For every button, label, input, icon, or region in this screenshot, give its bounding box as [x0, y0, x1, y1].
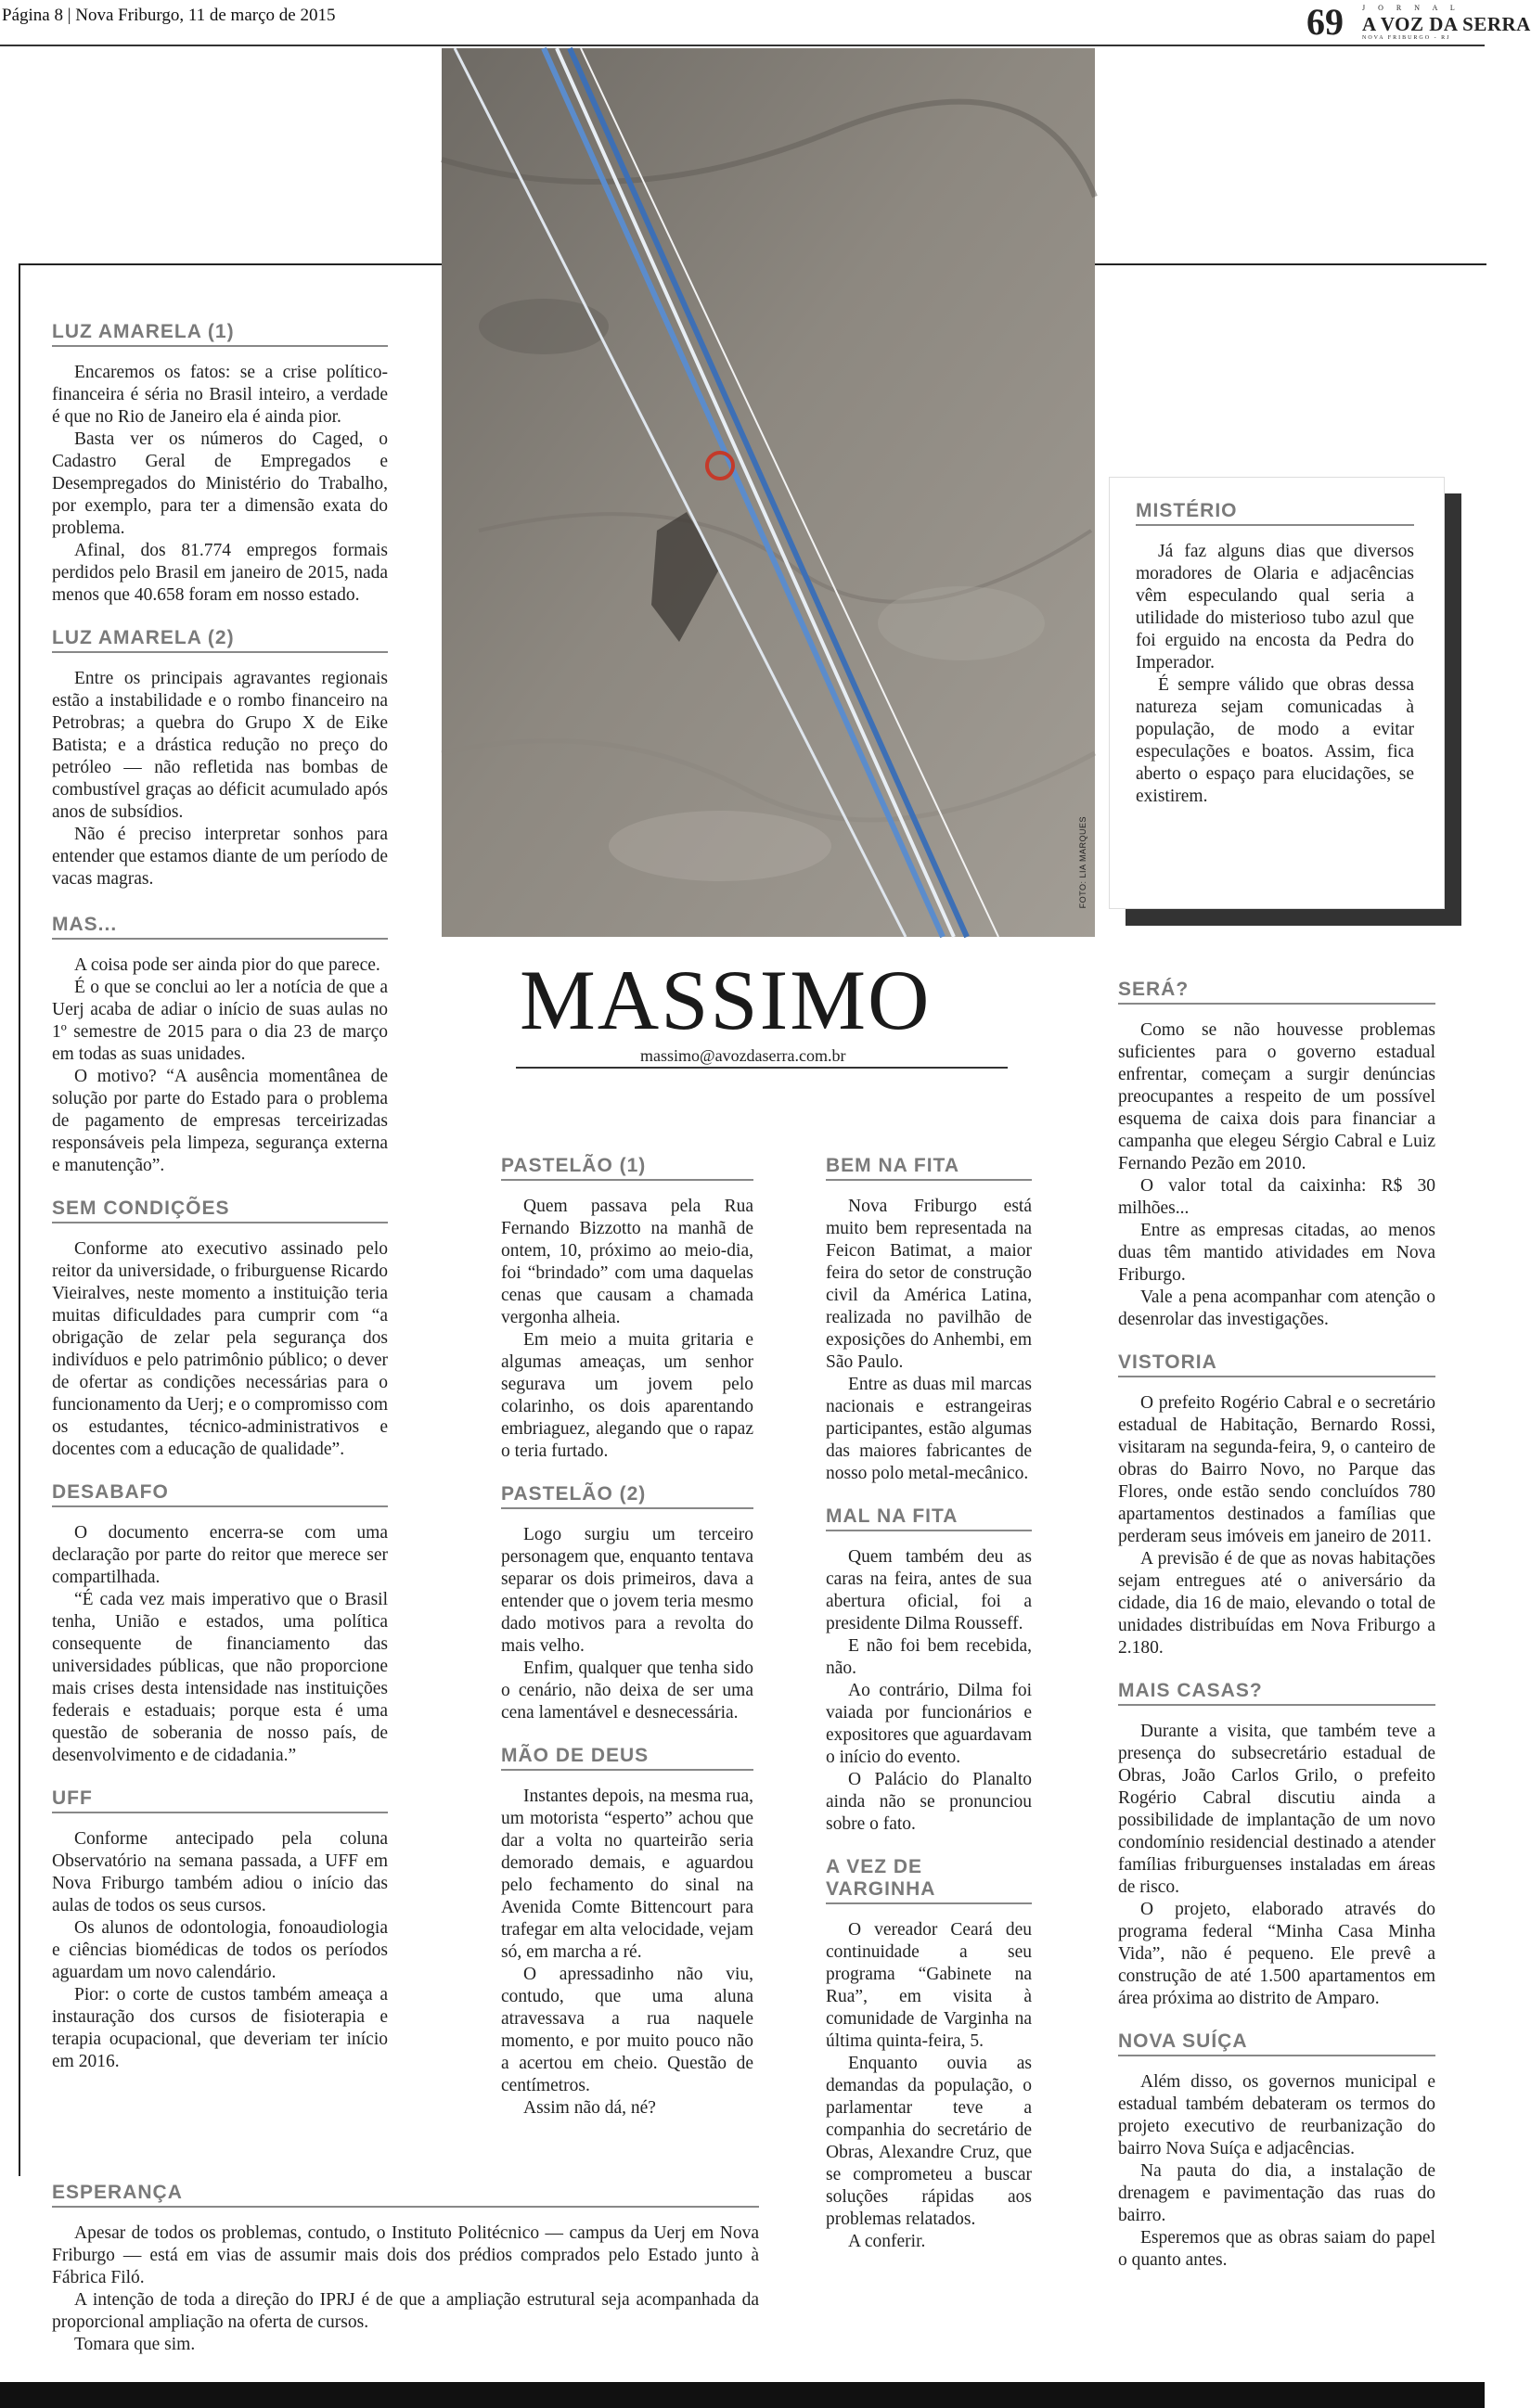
paragraph: Tomara que sim. [74, 2335, 196, 2354]
section-title-sem-condicoes: SEM CONDIÇÕES [52, 1198, 388, 1223]
section-title-mal-na-fita: MAL NA FITA [826, 1505, 1032, 1531]
misterio-box [1109, 477, 1445, 909]
column-center-left [501, 1155, 753, 2120]
logo-label: J O R N A L [1362, 4, 1460, 12]
paragraph: O motivo? “A ausência momentânea de solução por parte do Estado para o problema de pagamento de empresas terceirizadas responsáveis pela limpeza, segurança externa e manutenção”. [52, 1067, 388, 1175]
section-body-nova-suica [1118, 2071, 1435, 2272]
section-body-pastelao-1 [501, 1196, 753, 1463]
paragraph: A previsão é de que as novas habitações sejam entregues até o aniversário da cidade, dia 16 de maio, elevando o total de unidades distribuídas em Nova Friburgo a 2.180. [1118, 1549, 1435, 1658]
photo-credit: FOTO: LIA MARQUES [1078, 816, 1087, 909]
section-title-mais-casas: MAIS CASAS? [1118, 1680, 1435, 1706]
section-body-mal-na-fita [826, 1546, 1032, 1836]
section-title-misterio: MISTÉRIO [1136, 500, 1414, 526]
paragraph: Quem passava pela Rua Fernando Bizzotto na manhã de ontem, 10, próximo ao meio-dia, foi “brindado” com uma daquelas cenas que causam a chamada vergonha alheia. [501, 1197, 753, 1327]
email-rule [516, 1067, 1008, 1069]
paragraph: Instantes depois, na mesma rua, um motorista “esperto” achou que dar a volta no quarteirão seria demorado demais, e aguardou pelo fechamento do sinal na Avenida Comte Bittencourt para trafegar em alta velocidade, vejam só, em marcha a ré. [501, 1787, 754, 1962]
paragraph: A conferir. [848, 2232, 926, 2251]
section-body-luz-amarela-1 [52, 362, 388, 607]
paragraph: Além disso, os governos municipal e estadual também debateram os termos do projeto executivo de reurbanização do bairro Nova Suíça e adjacências. [1118, 2072, 1435, 2158]
paragraph: “É cada vez mais imperativo que o Brasil tenha, União e estados, uma política consequente de financiamento das universidades públicas, que não proporcione mais crises desta intensidade nas instituições federais e estaduais; porque esta é uma questão de soberania de nosso país, de desenvolvimento e de cidadania.” [52, 1590, 388, 1765]
section-title-nova-suica: NOVA SUÍÇA [1118, 2030, 1435, 2056]
paragraph: É o que se conclui ao ler a notícia de que a Uerj acaba de adiar o início de suas aulas no 1º semestre de 2015 para o dia 23 de março em todas as suas unidades. [52, 978, 388, 1064]
paragraph: Ao contrário, Dilma foi vaiada por funcionários e expositores que aguardavam o início do evento. [826, 1681, 1033, 1767]
paragraph: O vereador Ceará deu continuidade a seu programa “Gabinete na Rua”, em visita à comunidade de Varginha na última quinta-feira, 5. [826, 1920, 1032, 2051]
paragraph: Esperemos que as obras saiam do papel o quanto antes. [1118, 2228, 1435, 2270]
section-body-uff [52, 1828, 388, 2073]
paragraph: Já faz alguns dias que diversos moradores de Olaria e adjacências vêm especulando qual seria a utilidade do misterioso tubo azul que foi erguido na encosta da Pedra do Imperador. [1136, 542, 1414, 672]
paragraph: O Palácio do Planalto ainda não se pronunciou sobre o fato. [826, 1770, 1032, 1834]
section-title-pastelao-2: PASTELÃO (2) [501, 1483, 753, 1509]
paragraph: Basta ver os números do Caged, o Cadastro Geral de Empregados e Desempregados do Ministério do Trabalho, por exemplo, para ter a dimensão exata do problema. [52, 429, 388, 538]
rock-pipe-photo [442, 48, 1095, 937]
column-left-top [52, 321, 388, 890]
newspaper-logo [1306, 1, 1531, 43]
section-body-sem-condicoes [52, 1238, 388, 1461]
logo-subtitle: NOVA FRIBURGO - RJ [1362, 35, 1451, 41]
paragraph: A coisa pode ser ainda pior do que parece. [74, 955, 380, 975]
paragraph: Entre as empresas citadas, ao menos duas têm mantido atividades em Nova Friburgo. [1118, 1221, 1435, 1285]
page-header: Página 8 | Nova Friburgo, 11 de março de 2015 [2, 6, 336, 25]
paragraph: Na pauta do dia, a instalação de drenagem e pavimentação das ruas do bairro. [1118, 2161, 1435, 2225]
section-title-luz-amarela-2: LUZ AMARELA (2) [52, 627, 388, 653]
header-rule [0, 45, 1485, 46]
paragraph: Como se não houvesse problemas suficientes para o governo estadual enfrentar, começam a surgir denúncias preocupantes a respeito de um possível esquema de caixa dois para financiar a campanha que elegeu Sérgio Cabral e Luiz Fernando Pezão em 2010. [1118, 1020, 1435, 1173]
section-body-mao-de-deus [501, 1786, 753, 2120]
section-title-mao-de-deus: MÃO DE DEUS [501, 1745, 753, 1771]
paragraph: Assim não dá, né? [523, 2098, 656, 2118]
paragraph: Vale a pena acompanhar com atenção o desenrolar das investigações. [1118, 1287, 1435, 1329]
paragraph: Enfim, qualquer que tenha sido o cenário, não deixa de ser uma cena lamentável e desnecessária. [501, 1659, 753, 1723]
footer-bar [0, 2382, 1485, 2408]
logo-name: A VOZ DA SERRA [1362, 13, 1531, 35]
paragraph: Pior: o corte de custos também ameaça a instauração dos cursos de fisioterapia e terapia ocupacional, que deveriam ter início em 2016. [52, 1985, 388, 2071]
paragraph: Os alunos de odontologia, fonoaudiologia e ciências biomédicas de todos os períodos aguardam um novo calendário. [52, 1918, 388, 1982]
column-title: MASSIMO [520, 953, 932, 1047]
paragraph: Quem também deu as caras na feira, antes de sua abertura oficial, foi a presidente Dilma Rousseff. [826, 1547, 1032, 1633]
paragraph: A intenção de toda a direção do IPRJ é de que a ampliação estrutural seja acompanhada da proporcional ampliação na oferta de cursos. [52, 2290, 759, 2332]
paragraph: O projeto, elaborado através do programa federal “Minha Casa Minha Vida”, não é pequeno. Ele prevê a construção de até 1.500 apartamentos em área próxima ao distrito de Amparo. [1118, 1900, 1435, 2008]
section-body-bem-na-fita [826, 1196, 1032, 1485]
logo-number: 69 [1306, 1, 1344, 43]
section-body-sera [1118, 1019, 1435, 1331]
column-right [1118, 979, 1435, 2272]
section-body-pastelao-2 [501, 1524, 753, 1724]
paragraph: Não é preciso interpretar sonhos para entender que estamos diante de um período de vacas magras. [52, 825, 388, 889]
paragraph: Enquanto ouvia as demandas da população, o parlamentar teve a companhia do secretário de Obras, Alexandre Cruz, que se comprometeu a buscar soluções rápidas aos problemas relatados. [826, 2054, 1032, 2229]
paragraph: O apressadinho não viu, contudo, que uma aluna atravessava a rua naquele momento, e por muito pouco não a acertou em cheio. Questão de centímetros. [501, 1965, 753, 2095]
section-body-luz-amarela-2 [52, 668, 388, 890]
paragraph: Entre as duas mil marcas nacionais e estrangeiras participantes, estão algumas das maiores fabricantes de nosso polo metal-mecânico. [826, 1375, 1032, 1483]
section-title-mas: MAS... [52, 914, 388, 940]
paragraph: E não foi bem recebida, não. [826, 1636, 1032, 1678]
paragraph: O valor total da caixinha: R$ 30 milhões... [1118, 1176, 1435, 1218]
section-title-a-vez-de-varginha: A VEZ DE VARGINHA [826, 1856, 1032, 1904]
paragraph: Afinal, dos 81.774 empregos formais perdidos pelo Brasil em janeiro de 2015, nada menos que 40.658 foram em nosso estado. [52, 541, 388, 605]
paragraph: Logo surgiu um terceiro personagem que, enquanto tentava separar os dois primeiros, dava a entender que o jovem teria mesmo dado motivos para a revolta do mais velho. [501, 1525, 753, 1656]
paragraph: Apesar de todos os problemas, contudo, o Instituto Politécnico — campus da Uerj em Nova Friburgo — está em vias de assumir mais dois dos prédios comprados pelo Estado junto à Fábrica Filó. [52, 2223, 759, 2287]
section-title-sera: SERÁ? [1118, 979, 1435, 1005]
section-title-luz-amarela-1: LUZ AMARELA (1) [52, 321, 388, 347]
paragraph: É sempre válido que obras dessa natureza sejam comunicadas à população, de modo a evitar especulações e boatos. Assim, fica aberto o espaço para elucidações, se existirem. [1136, 675, 1414, 806]
column-esperanca [52, 2182, 759, 2356]
paragraph: Conforme antecipado pela coluna Observatório na semana passada, a UFF em Nova Friburgo também adiou o início das aulas de todos os seus cursos. [52, 1829, 388, 1915]
column-email[interactable]: massimo@avozdaserra.com.br [640, 1046, 846, 1065]
section-body-desabafo [52, 1522, 388, 1767]
column-center-right [826, 1155, 1032, 2253]
section-body-mas [52, 954, 388, 1177]
section-body-a-vez-de-varginha [826, 1919, 1032, 2253]
paragraph: Conforme ato executivo assinado pelo reitor da universidade, o friburguense Ricardo Vieiralves, neste momento a instituição teria muitas dificuldades para cumprir com “a obrigação de zelar pela segurança dos indivíduos e pelo patrimônio público; o dever de ofertar as condições necessárias para o funcionamento da Uerj; e o compromisso com os estudantes, técnico-administrativos e docentes com a educação de qualidade”. [52, 1239, 388, 1459]
paragraph: Nova Friburgo está muito bem representada na Feicon Batimat, a maior feira do setor de construção civil da América Latina, realizada no pavilhão de exposições do Anhembi, em São Paulo. [826, 1197, 1032, 1372]
section-body-vistoria [1118, 1392, 1435, 1659]
paragraph: Durante a visita, que também teve a presença do subsecretário estadual de Obras, João Carlos Grilo, o prefeito Rogério Cabral discutiu ainda a possibilidade de implantação de um novo condomínio residencial destinado a atender famílias friburguenses instaladas em áreas de risco. [1118, 1722, 1435, 1897]
paragraph: Entre os principais agravantes regionais estão a instabilidade e o rombo financeiro na Petrobras; a quebra do Grupo X de Eike Batista; e a drástica redução no preço do petróleo — não refletida nas bombas de combustível graças ao déficit acumulado após anos de subsídios. [52, 669, 388, 822]
section-title-vistoria: VISTORIA [1118, 1351, 1435, 1377]
section-title-esperanca: ESPERANÇA [52, 2182, 759, 2208]
paragraph: O documento encerra-se com uma declaração por parte do reitor que merece ser compartilhada. [52, 1523, 388, 1587]
paragraph: Encaremos os fatos: se a crise político-financeira é séria no Brasil inteiro, a verdade é que no Rio de Janeiro ela é ainda pior. [52, 363, 388, 427]
section-title-bem-na-fita: BEM NA FITA [826, 1155, 1032, 1181]
section-body-esperanca [52, 2222, 759, 2356]
section-body-mais-casas [1118, 1721, 1435, 2010]
section-title-pastelao-1: PASTELÃO (1) [501, 1155, 753, 1181]
paragraph: Em meio a muita gritaria e algumas ameaças, um senhor segurava um jovem pelo colarinho, os dois aparentando embriaguez, alegando que o rapaz o teria furtado. [501, 1330, 753, 1461]
section-body-misterio [1136, 541, 1414, 808]
paragraph: O prefeito Rogério Cabral e o secretário estadual de Habitação, Bernardo Rossi, visitaram na segunda-feira, 9, o canteiro de obras do Bairro Novo, no Parque das Flores, onde estão sendo concluídos 780 apartamentos destinados a famílias que perderam seus imóveis em janeiro de 2011. [1118, 1393, 1435, 1546]
section-title-desabafo: DESABAFO [52, 1481, 388, 1507]
column-left-bottom [52, 914, 388, 2073]
section-title-uff: UFF [52, 1787, 388, 1813]
